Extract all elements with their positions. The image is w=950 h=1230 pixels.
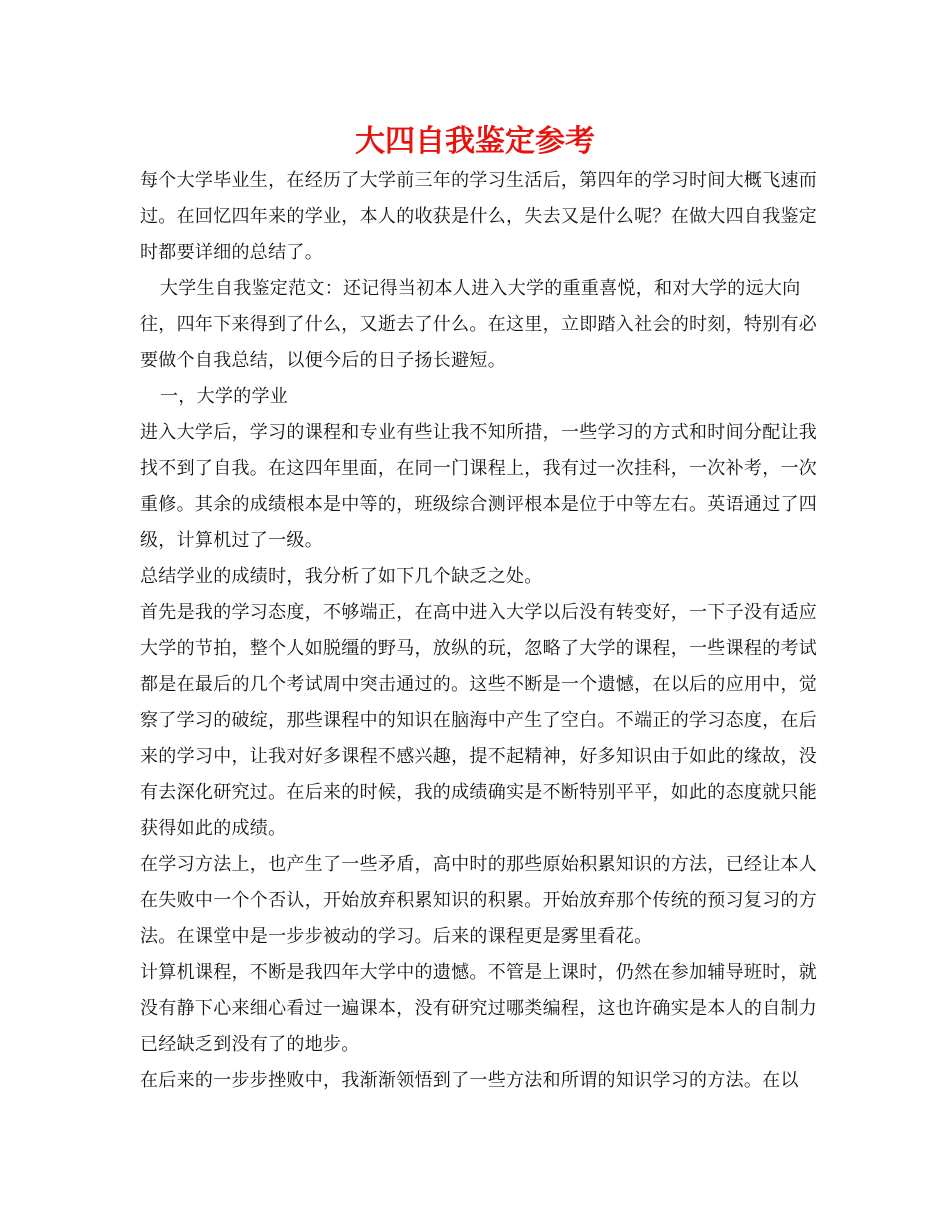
paragraph-computer: 计算机课程，不断是我四年大学中的遗憾。不管是上课时，仍然在参加辅导班时，就没有静下心来细心看过一遍课本，没有研究过哪类编程，这也许确实是本人的自制力已经缺乏到没有了的地步。 xyxy=(140,962,818,1055)
paragraph-summary: 总结学业的成绩时，我分析了如下几个缺乏之处。 xyxy=(140,566,543,587)
section-heading-academics: 一，大学的学业 xyxy=(160,386,289,407)
paragraph-academics: 进入大学后，学习的课程和专业有些让我不知所措，一些学习的方式和时间分配让我找不到了自我。在这四年里面，在同一门课程上，我有过一次挂科，一次补考，一次重修。其余的成绩根本是中等的，班级综合测评根本是位于中等左右。英语通过了四级，计算机过了一级。 xyxy=(140,422,818,551)
paragraph-later: 在后来的一步步挫败中，我渐渐领悟到了一些方法和所谓的知识学习的方法。在以 xyxy=(140,1070,799,1091)
paragraph-sample-intro: 大学生自我鉴定范文：还记得当初本人进入大学的重重喜悦，和对大学的远大向往，四年下来得到了什么，又逝去了什么。在这里，立即踏入社会的时刻，特别有必要做个自我总结，以便今后的日子扬长避短。 xyxy=(140,278,818,371)
paragraph-intro: 每个大学毕业生，在经历了大学前三年的学习生活后，第四年的学习时间大概飞速而过。在回忆四年来的学业，本人的收获是什么，失去又是什么呢？在做大四自我鉴定时都要详细的总结了。 xyxy=(140,170,818,263)
paragraph-attitude: 首先是我的学习态度，不够端正，在高中进入大学以后没有转变好，一下子没有适应大学的节拍，整个人如脱缰的野马，放纵的玩，忽略了大学的课程，一些课程的考试都是在最后的几个考试周中突击通过的。这些不断是一个遗憾，在以后的应用中，觉察了学习的破绽，那些课程中的知识在脑海中产生了空白。不端正的学习态度，在后来的学习中，让我对好多课程不感兴趣，提不起精神，好多知识由于如此的缘故，没有去深化研究过。在后来的时候，我的成绩确实是不断特别平平，如此的态度就只能获得如此的成绩。 xyxy=(140,602,818,839)
document-body xyxy=(140,163,820,1099)
paragraph-methods: 在学习方法上，也产生了一些矛盾，高中时的那些原始积累知识的方法，已经让本人在失败中一个个否认，开始放弃积累知识的积累。开始放弃那个传统的预习复习的方法。在课堂中是一步步被动的学习。后来的课程更是雾里看花。 xyxy=(140,854,818,947)
document-title: 大四自我鉴定参考 xyxy=(355,124,595,159)
